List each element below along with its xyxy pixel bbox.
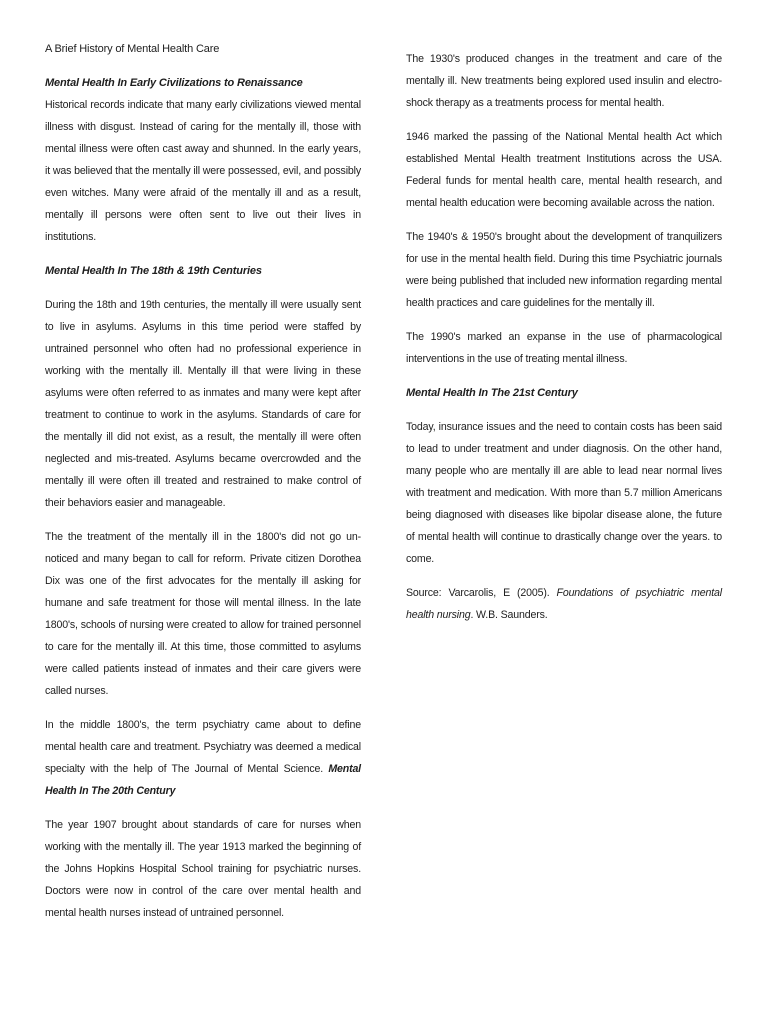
section-heading-early: Mental Health In Early Civilizations to Renaissance (45, 77, 303, 89)
source-citation-text (406, 582, 722, 626)
paragraph-18-19-1: During the 18th and 19th centuries, the mentally ill were usually sent to live in asylums. Asylums in this time period were staffed by untrained personnel who often had no professional experience in working with the mentally ill. Mentally ill that were living in these asylums were often referred to as inmates and many were kept after treatment to continue to work in the asylums. Standards of care for the mentally ill did not exist, as a result, the mentally ill were often neglected and mis-treated. Asylums became overcrowded and the mentally ill were often ill treated and restrained to make control of their behaviors easier and manageable. (45, 299, 361, 509)
paragraph-20th-5: The 1990's marked an expanse in the use of pharmacological interventions in the use of treating mental illness. (406, 331, 722, 365)
document-title: A Brief History of Mental Health Care (45, 43, 220, 55)
source-suffix: . W.B. Saunders. (470, 609, 548, 621)
paragraph-20th-3: 1946 marked the passing of the National Mental health Act which established Mental Health treatment Institutions across the USA. Federal funds for mental health care, mental health research, and mental health education were becoming available across the nation. (406, 131, 722, 209)
paragraph-18-19-2: The the treatment of the mentally ill in the 1800's did not go un-noticed and many began to call for reform. Private citizen Dorothea Dix was one of the first advocates for the mentally ill asking for humane and safe treatment for those will mental illness. In the late 1800's, schools of nursing were created to allow for trained personnel to care for the mentally ill. At this time, those committed to asylums were called patients instead of inmates and their care givers were called nurses. (45, 531, 361, 697)
paragraph-21st-1: Today, insurance issues and the need to contain costs has been said to lead to under treatment and under diagnosis. On the other hand, many people who are mentally ill are able to lead near normal lives with treatment and medication. With more than 5.7 million Americans being diagnosed with diseases like bipolar disease alone, the future of mental health will continue to drastically change over the years. to come. (406, 421, 722, 565)
source-citation (406, 582, 722, 626)
paragraph-20th-1: The year 1907 brought about standards of care for nurses when working with the mentally ill. The year 1913 marked the beginning of the Johns Hopkins Hospital School training for psychiatric nurses. Doctors were now in control of the care over mental health and mental health nurses instead of untrained personnel. (45, 819, 361, 919)
source-prefix: Source: Varcarolis, E (2005). (406, 587, 557, 599)
paragraph-18-19-3-text: In the middle 1800's, the term psychiatry came about to define mental health care and treatment. Psychiatry was deemed a medical specialty with the help of The Journal of Mental Science. (45, 719, 361, 775)
paragraph-early-1: Historical records indicate that many early civilizations viewed mental illness with disgust. Instead of caring for the mentally ill, those with mental illness were often cast away and shunned. In the early years, it was believed that the mentally ill were possessed, evil, and possibly even witches. Many were afraid of the mentally ill and as a result, mentally ill persons were often sent to live out their lives in institutions. (45, 99, 361, 243)
right-column (406, 48, 722, 638)
paragraph-18-19-3 (45, 714, 361, 802)
section-heading-18-19: Mental Health In The 18th & 19th Centuries (45, 265, 262, 277)
paragraph-20th-4: The 1940's & 1950's brought about the development of tranquilizers for use in the mental health field. During this time Psychiatric journals were being published that included new information regarding mental health practices and care guidelines for the mentally ill. (406, 231, 722, 309)
section-heading-20th: Mental Health In The 20th Century (45, 763, 361, 797)
section-heading-21st: Mental Health In The 21st Century (406, 387, 578, 399)
left-column (45, 38, 361, 936)
paragraph-20th-2: The 1930's produced changes in the treatment and care of the mentally ill. New treatments being explored used insulin and electro-shock therapy as a treatments process for mental health. (406, 53, 722, 109)
source-book-title: Foundations of psychiatric mental health nursing (406, 587, 722, 621)
